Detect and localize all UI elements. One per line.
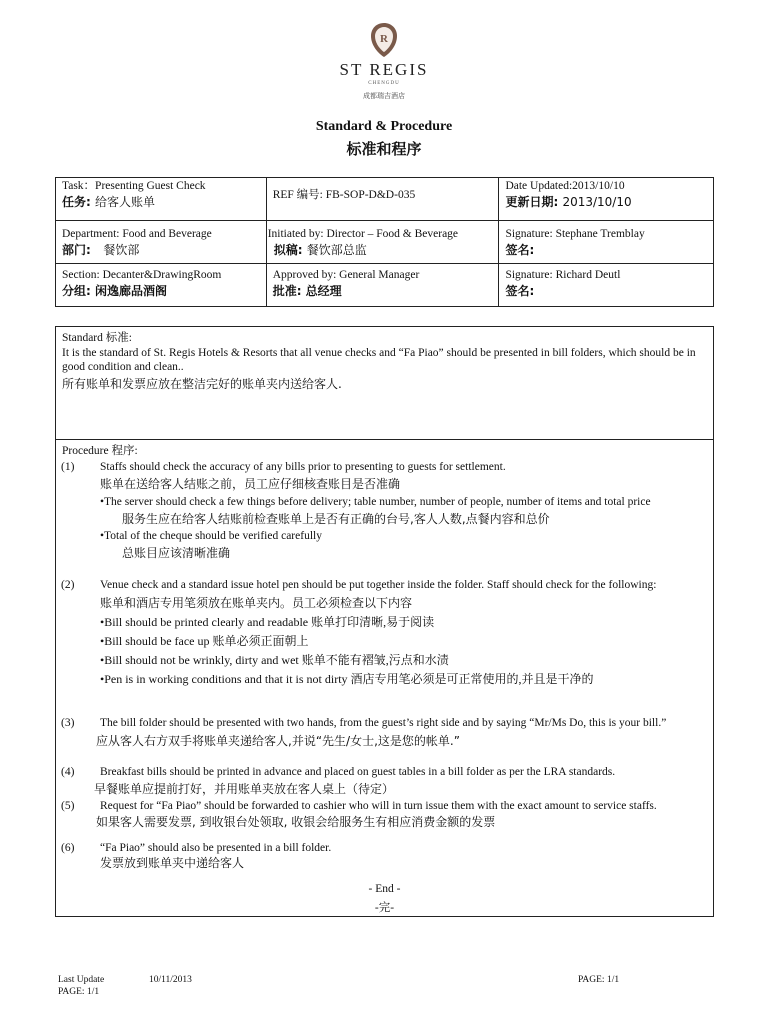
procedure-item-4-cn: 早餐账单应提前打好，并用账单夹放在客人桌上（待定） [94, 782, 395, 796]
brand-logo [0, 22, 768, 101]
info-table [55, 177, 714, 307]
procedure-item-1-bullet-1: •The server should check a few things before delivery; table number, number of people, number of items and total price [100, 496, 651, 508]
brand-city: CHENGDU [368, 81, 400, 86]
signature1-cn: 签名: [505, 243, 535, 257]
approved-cell [266, 264, 499, 307]
date-cn-value: 2013/10/10 [562, 195, 632, 209]
end-marker-cn: -完- [374, 902, 395, 914]
info-row-department [56, 221, 714, 264]
st-regis-crest-icon [369, 22, 399, 58]
end-marker-en: - End - [368, 883, 401, 895]
procedure-item-5-en: Request for “Fa Piao” should be forwarded to cashier who will in turn issue them with the exact amount to service staffs. [100, 800, 657, 812]
department-cn-value: 餐饮部 [103, 243, 140, 257]
approved-en: Approved by: General Manager [272, 269, 420, 281]
ref-number: REF 编号: FB-SOP-D&D-035 [272, 189, 416, 201]
date-cn [505, 194, 707, 211]
procedure-number-4: (4) [61, 766, 75, 778]
procedure-item-6-en: “Fa Piao” should also be presented in a bill folder. [100, 842, 332, 854]
procedure-item-2-bullet-3: •Bill should not be wrinkly, dirty and wet 账单不能有褶皱,污点和水渍 [100, 653, 449, 667]
procedure-number-2: (2) [61, 579, 75, 591]
doc-title-en: Standard & Procedure [315, 119, 453, 134]
procedure-item-1-bullet-2-cn: 总账目应该清晰准确 [122, 546, 231, 560]
procedure-item-5-cn: 如果客人需要发票, 到收银台处领取, 收银会给服务生有相应消费金额的发票 [96, 815, 496, 829]
standard-text-cn: 所有账单和发票应放在整洁完好的账单夹内送给客人. [62, 377, 342, 391]
date-en: Date Updated:2013/10/10 [505, 180, 625, 192]
approved-cn: 批准: 总经理 [272, 284, 342, 298]
standard-heading: Standard 标准: [62, 332, 132, 344]
procedure-item-2-bullet-4: •Pen is in working conditions and that it is not dirty 酒店专用笔必须是可正常使用的,并且是干净的 [100, 672, 594, 686]
standard-text-en: It is the standard of St. Regis Hotels & Resorts that all venue checks and “Fa Piao” should be presented in bill folders, which should be in good condition and clean.. [62, 347, 696, 373]
procedure-item-1 [100, 460, 700, 562]
section-cn: 分组: 闲逸廊品酒阁 [62, 284, 167, 298]
procedure-number-5: (5) [61, 800, 75, 812]
initiated-cn-value: 餐饮部总监 [306, 243, 367, 257]
section-cell [56, 264, 267, 307]
procedure-item-3-cn: 应从客人右方双手将账单夹递给客人,并说“先生/女士,这是您的帐单.” [96, 734, 460, 748]
procedure-heading: Procedure 程序: [62, 445, 138, 457]
procedure-item-2-cn: 账单和酒店专用笔须放在账单夹内。员工必须检查以下内容 [100, 596, 413, 610]
section-en: Section: Decanter&DrawingRoom [62, 269, 222, 281]
procedure-item-6 [100, 841, 700, 872]
signature2-cn: 签名: [505, 284, 535, 298]
procedure-item-1-en: Staffs should check the accuracy of any bills prior to presenting to guests for settlement. [100, 461, 506, 473]
procedure-section [55, 439, 714, 917]
initiated-en: Initiated by: Director – Food & Beverage [267, 228, 459, 240]
svg-text:R: R [380, 33, 388, 45]
footer-last-update-value: 10/11/2013 [149, 975, 192, 985]
doc-title-cn: 标准和程序 [346, 140, 422, 158]
procedure-item-2-bullet-2: •Bill should be face up 账单必须正面朝上 [100, 634, 309, 648]
signature1-en: Signature: Stephane Tremblay [505, 228, 645, 240]
procedure-item-1-bullet-2: •Total of the cheque should be verified carefully [100, 530, 322, 542]
task-cell [56, 178, 267, 221]
task-cn-value: 给客人账单 [95, 195, 156, 209]
procedure-item-1-bullet-1-cn: 服务生应在给客人结账前检查账单上是否有正确的台号,客人人数,点餐内容和总价 [122, 512, 550, 526]
signature1-cell [499, 221, 714, 264]
signature2-en: Signature: Richard Deutl [505, 269, 621, 281]
procedure-number-1: (1) [61, 461, 75, 473]
date-cn-label: 更新日期: [505, 195, 559, 209]
procedure-number-3: (3) [61, 717, 75, 729]
date-cell [499, 178, 714, 221]
procedure-number-6: (6) [61, 842, 75, 854]
task-cn-label: 任务: [62, 195, 91, 209]
procedure-item-2-en: Venue check and a standard issue hotel pen should be put together inside the folder. Staff should check for the following: [100, 579, 657, 591]
procedure-item-2 [100, 578, 700, 688]
info-row-task [56, 178, 714, 221]
department-cn-label: 部门: [62, 243, 91, 257]
procedure-item-1-cn: 账单在送给客人结账之前，员工应仔细核查账目是否准确 [100, 477, 401, 491]
task-en: Task：Presenting Guest Check [62, 180, 206, 192]
procedure-item-3-en: The bill folder should be presented with two hands, from the guest’s right side and by saying “Mr/Ms Do, this is your bill.” [100, 717, 667, 729]
footer-last-update-label: Last Update [58, 975, 105, 985]
procedure-item-5 [96, 799, 700, 831]
signature2-cell [499, 264, 714, 307]
department-en: Department: Food and Beverage [62, 228, 212, 240]
procedure-item-4 [94, 765, 700, 798]
procedure-item-3 [96, 716, 700, 750]
ref-cell [266, 178, 499, 221]
procedure-item-4-en: Breakfast bills should be printed in advance and placed on guest tables in a bill folder as per the LRA standards. [100, 766, 616, 778]
initiated-cell [266, 221, 499, 264]
procedure-item-2-bullet-1: •Bill should be printed clearly and readable 账单打印清晰,易于阅读 [100, 615, 435, 629]
footer-page-left: PAGE: 1/1 [58, 987, 100, 997]
brand-cn-name: 成都瑞吉酒店 [363, 92, 405, 100]
department-cell [56, 221, 267, 264]
procedure-item-6-cn: 发票放到账单夹中递给客人 [100, 856, 245, 870]
brand-name: ST REGIS [339, 60, 429, 79]
info-row-section [56, 264, 714, 307]
standard-section [55, 326, 714, 440]
initiated-cn-label: 拟稿: [273, 243, 303, 257]
initiated-cn [268, 242, 493, 259]
task-cn [62, 194, 260, 211]
footer-page-right: PAGE: 1/1 [578, 975, 620, 985]
department-cn [62, 242, 260, 259]
